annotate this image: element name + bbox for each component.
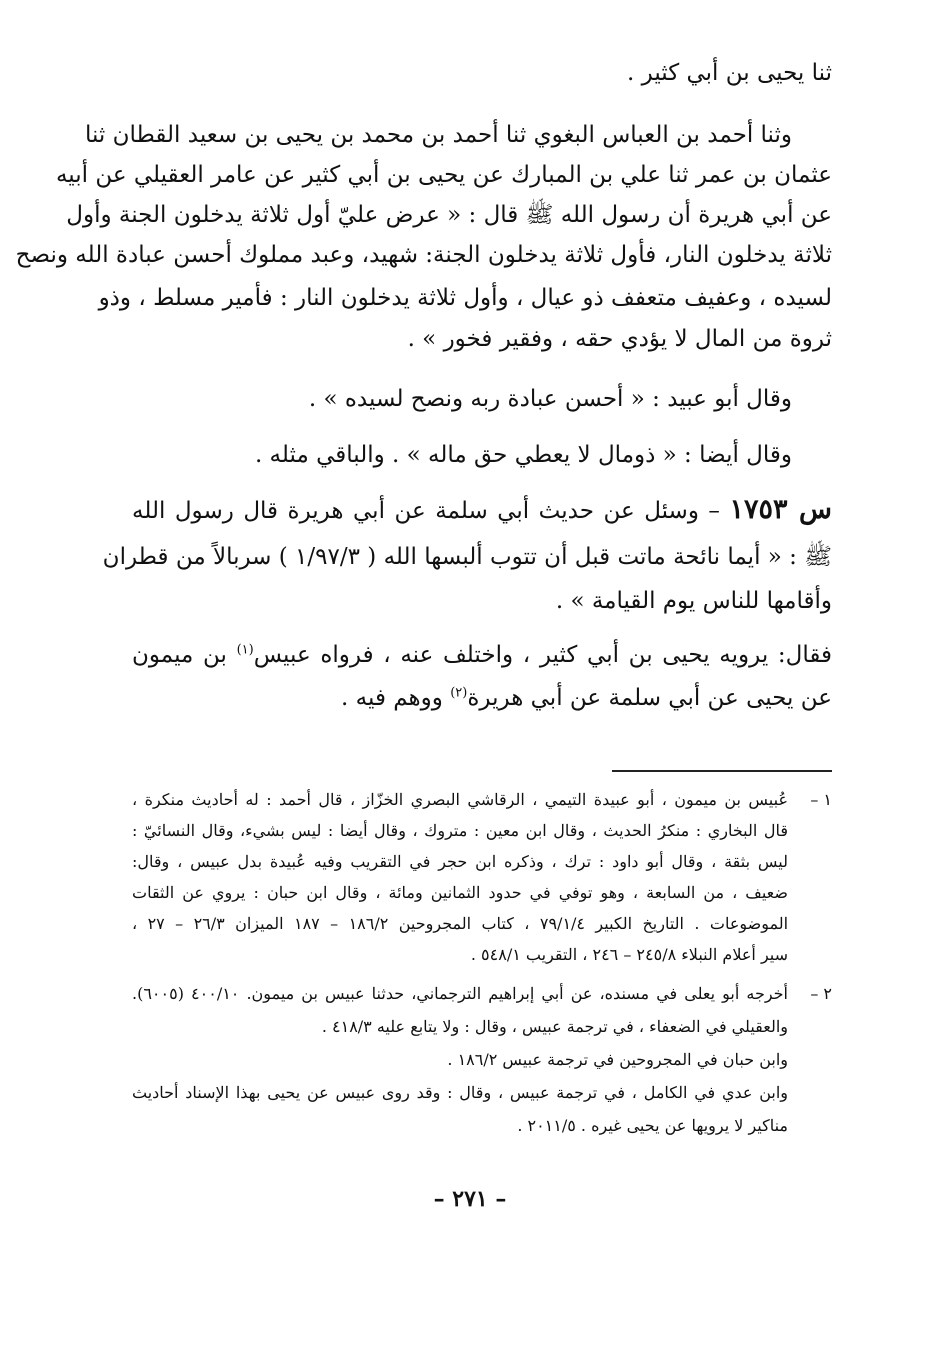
question-number: س ١٧٥٣ — [729, 494, 833, 525]
footnote-2-line: مناكير لا يرويها عن يحيى غيره . ٢٠١١/٥ . — [517, 1116, 788, 1135]
answer-text-2a: عن يحيى عن أبي سلمة عن أبي هريرة — [467, 685, 832, 711]
question-line-1 — [132, 495, 832, 526]
text-line-6: لسيده ، وعفيف متعفف ذو عيال ، وأول ثلاثة يدخلون النار : فأمير مسلط ، وذو — [98, 285, 832, 311]
footnote-1-number: ١ – — [810, 790, 832, 809]
footnote-1-line: قال البخاري : منكرُ الحديث ، وقال ابن معين : متروك ، وقال أيضا : ليس بشيء، وقال النسائيّ : — [132, 821, 788, 840]
footnote-2-line: والعقيلي في الضعفاء ، في ترجمة عبيس ، وقال : ولا يتابع عليه ٤١٨/٣ . — [321, 1017, 788, 1036]
text-line-3: عثمان بن عمر ثنا علي بن المبارك عن يحيى بن أبي كثير عن عامر العقيلي عن أبيه — [55, 162, 832, 188]
footnote-1-line: ليس بثقة ، وقال أبو داود : ترك ، وذكره ابن حجر في التقريب وفيه عُبيدة بدل عبيس ، وقال: — [132, 852, 788, 871]
footnote-ref-1: (١) — [236, 642, 254, 658]
text-line-7: ثروة من المال لا يؤدي حقه ، وفقير فخور » . — [407, 326, 832, 352]
answer-text-1a: فقال: يرويه يحيى بن أبي كثير ، واختلف عنه ، فرواه عبيس — [253, 642, 832, 668]
text-line-1: ثنا يحيى بن أبي كثير . — [627, 60, 832, 86]
question-line-3: وأقامها للناس يوم القيامة » . — [555, 588, 832, 614]
answer-text-2b: ووهم فيه . — [341, 685, 451, 711]
text-line-2: وثنا أحمد بن العباس البغوي ثنا أحمد بن محمد بن يحيى بن سعيد القطان ثنا — [84, 122, 792, 148]
footnote-2-line: أخرجه أبو يعلى في مسنده، عن أبي إبراهيم الترجماني، حدثنا عبيس بن ميمون. ٤٠٠/١٠ (٦٠٠٥). — [132, 984, 789, 1003]
footnote-2-line: وابن عدي في الكامل ، في ترجمة عبيس ، وقال : وقد روى عبيس عن يحيى بهذا الإسناد أحاديث — [132, 1083, 789, 1102]
answer-line-2 — [132, 683, 832, 713]
text-line-5: ثلاثة يدخلون النار، فأول ثلاثة يدخلون الجنة: شهيد، وعبد مملوك أحسن عبادة الله ونصح — [15, 242, 832, 268]
footnote-1-line: الموضوعات . التاريخ الكبير ٧٩/١/٤ ، كتاب المجروحين ١٨٦/٢ – ١٨٧ الميزان ٢٦/٣ – ٢٧ ، — [132, 914, 789, 933]
text-line-9: وقال أيضا : « ذومال لا يعطي حق ماله » . والباقي مثله . — [254, 442, 792, 468]
answer-text-1b: بن ميمون — [132, 642, 237, 668]
page-number: – ٢٧١ – — [433, 1186, 507, 1212]
question-line-2: ﷺ : « أيما نائحة ماتت قبل أن تتوب ألبسها الله ( ١/٩٧/٣ ) سربالاً من قطران — [102, 544, 832, 570]
footnote-2-line: وابن حبان في المجروحين في ترجمة عبيس ١٨٦/٢ . — [447, 1050, 788, 1069]
footnote-1-line: ضعيف ، من السابعة ، وهو توفي في حدود الثمانين ومائة ، وقال ابن حبان : يروي عن الثقات — [132, 883, 788, 902]
answer-line-1 — [132, 640, 832, 670]
footnote-1-line: عُبيس بن ميمون ، أبو عبيدة التيمي ، الرقاشي البصري الخزّاز ، قال أحمد : له أحاديث منكرة ، — [132, 790, 789, 809]
footnote-2-number: ٢ – — [810, 984, 832, 1003]
question-text-1: – وسئل عن حديث أبي سلمة عن أبي هريرة قال رسول الله — [132, 498, 720, 524]
text-line-4: عن أبي هريرة أن رسول الله ﷺ قال : « عرض عليّ أول ثلاثة يدخلون الجنة وأول — [66, 202, 832, 228]
text-line-8: وقال أبو عبيد : « أحسن عبادة ربه ونصح لسيده » . — [308, 386, 792, 412]
footnote-separator — [612, 770, 832, 772]
footnote-1-line: سير أعلام النبلاء ٢٤٥/٨ – ٢٤٦ ، التقريب ٥٤٨/١ . — [470, 945, 788, 964]
footnote-ref-2: (٢) — [450, 685, 468, 701]
